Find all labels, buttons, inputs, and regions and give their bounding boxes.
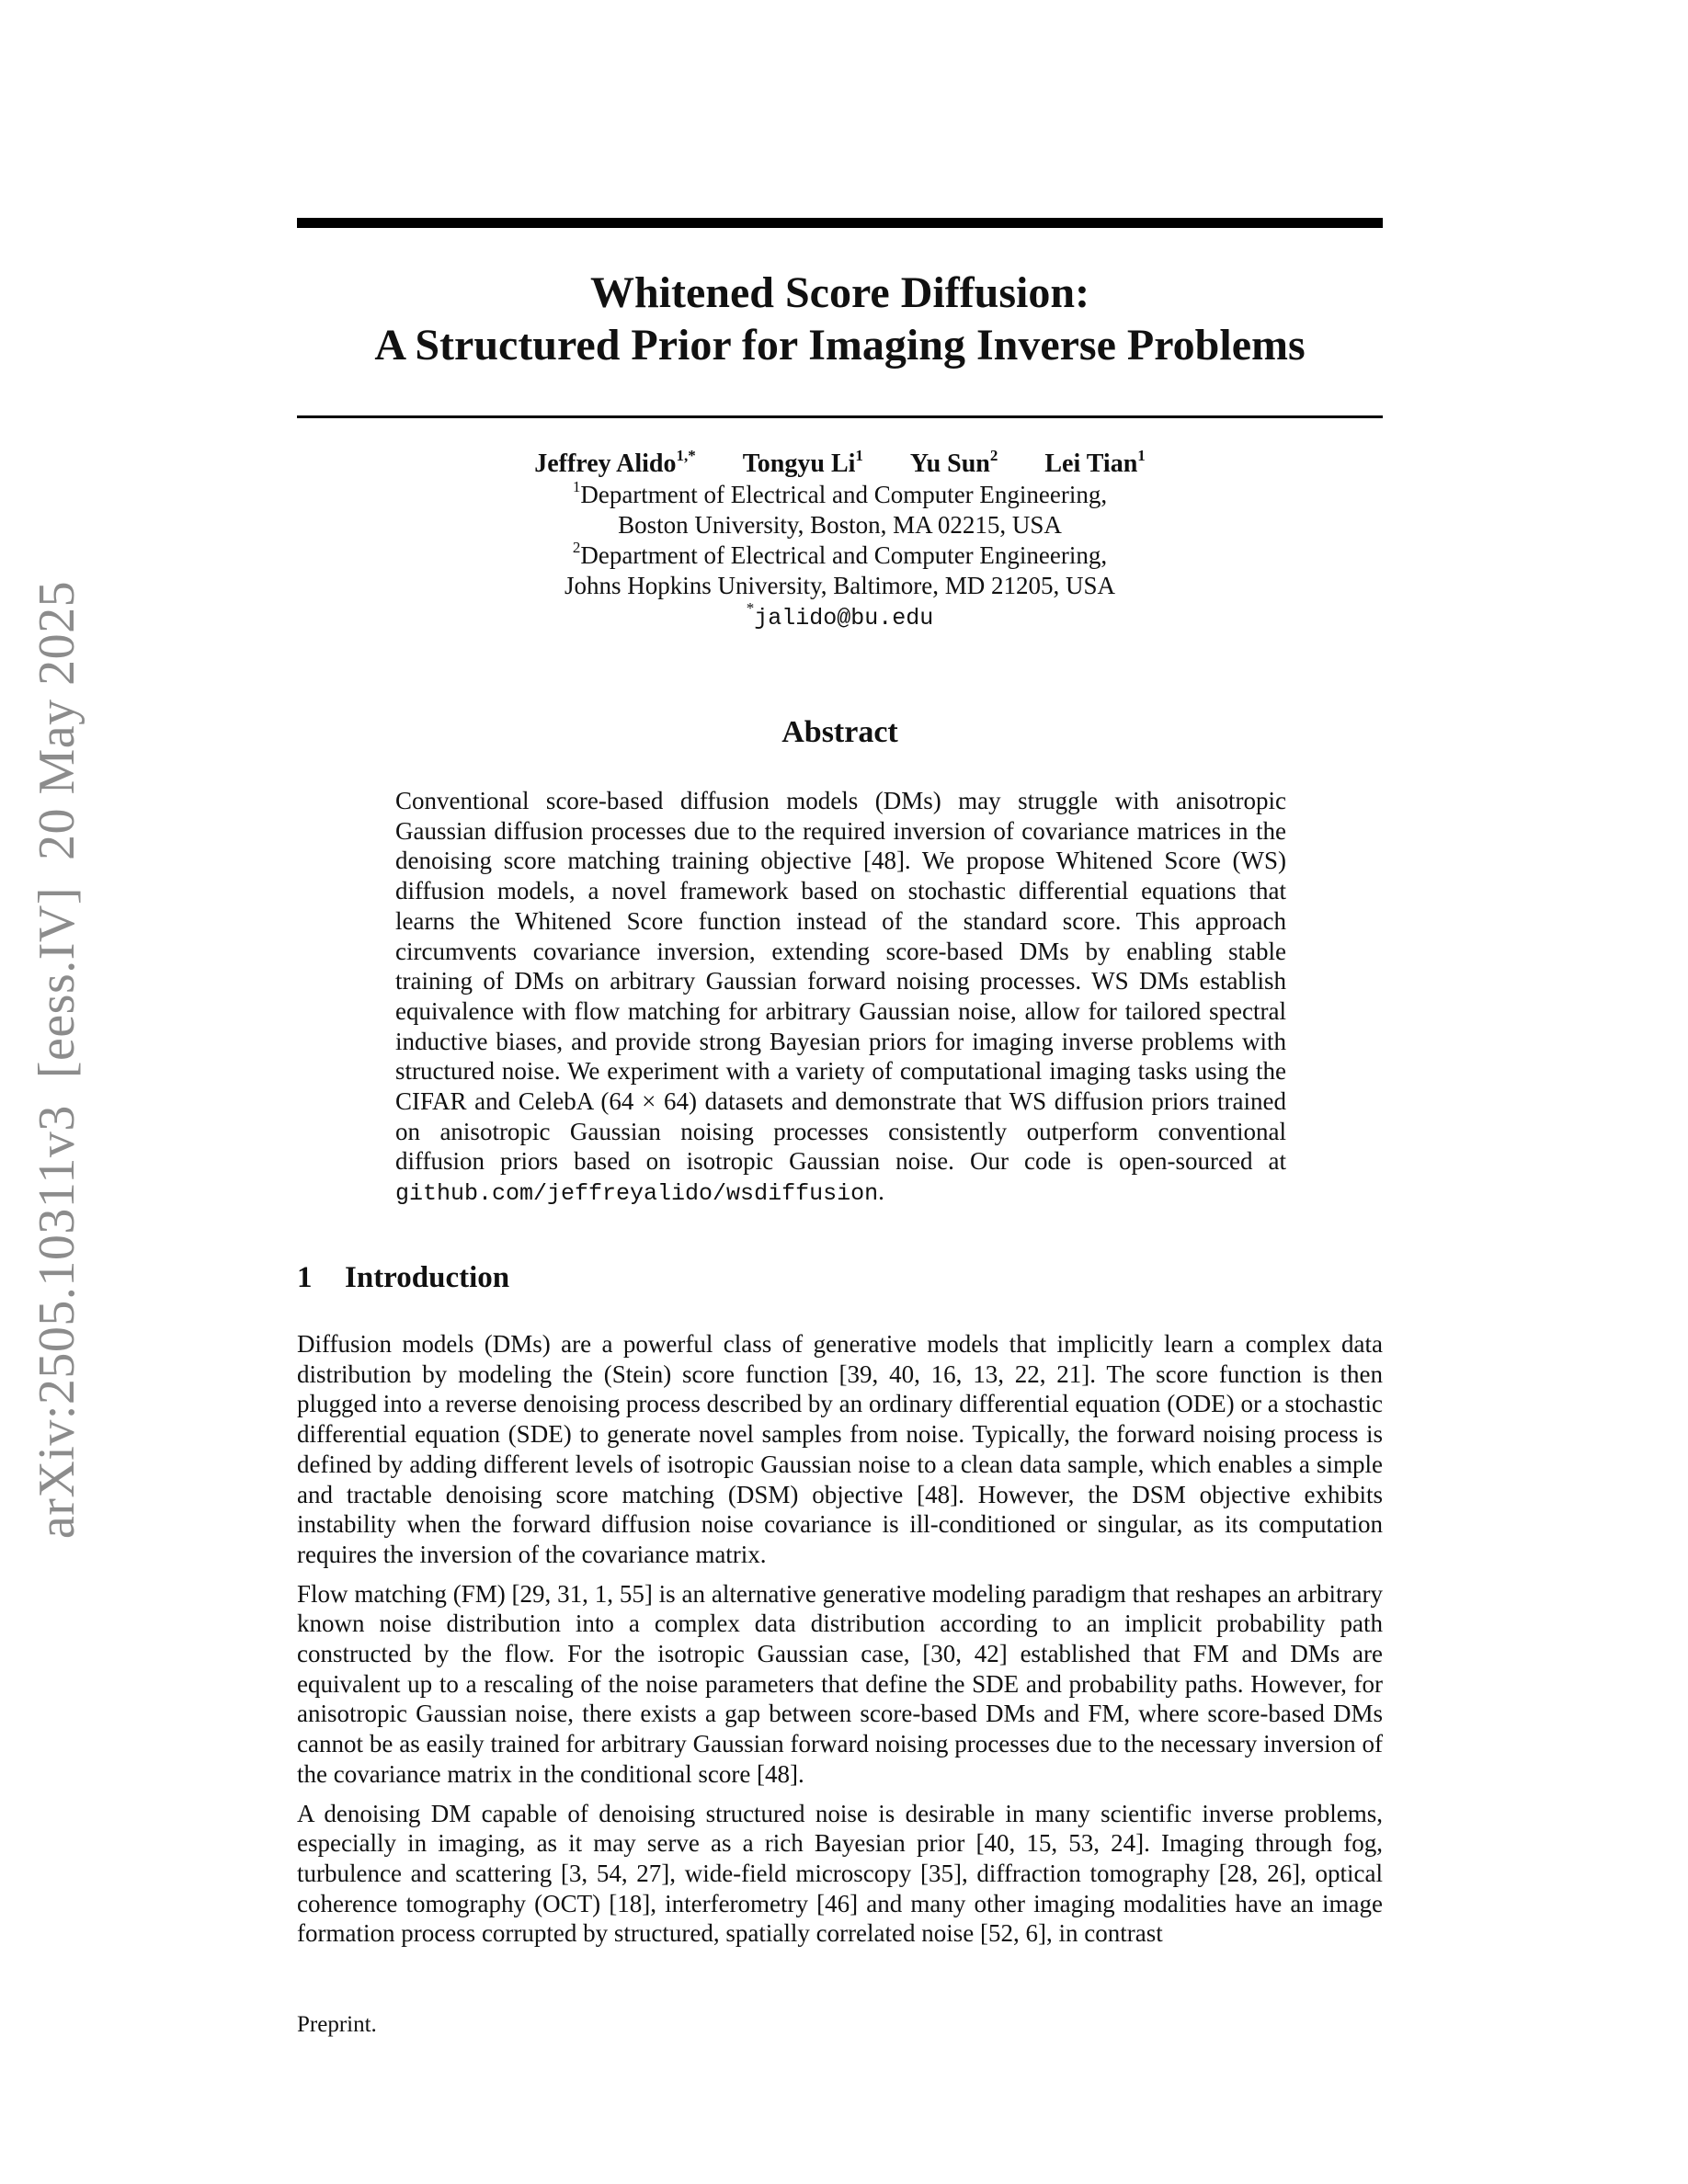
- title-bottom-rule: [297, 415, 1383, 418]
- author-name: Jeffrey Alido$^{1,*}$: [534, 446, 696, 478]
- affiliation-1: $^1$Department of Electrical and Computer Engineering,: [572, 478, 1108, 508]
- title-top-rule: [297, 218, 1383, 228]
- affiliation-1-address: Boston University, Boston, MA 02215, USA: [618, 511, 1062, 539]
- paragraph: A denoising DM capable of denoising structured noise is desirable in many scientific inverse problems, especially in imaging, as it may serve as a rich Bayesian prior [40, 15, 53, 24]. Imaging through fog, turbulence and scattering [3, 54, 27], wide-field microscopy [35], diffraction tomography [28, 26], optical coherence tomography (OCT) [18], interferometry [46] and many other imaging modalities have an image formation process corrupted by structured, spatially correlated noise [52, 6], in contrast: [297, 1799, 1383, 1948]
- abstract-text: Conventional score-based diffusion models (DMs) may struggle with anisotropic Gaussian diffusion processes due to the required inversion of covariance matrices in the denoising score matching training objective [48]. We propose Whitened Score (WS) diffusion models, a novel framework based on stochastic differential equations that learns the Whitened Score function instead of the standard score. This approach circumvents covariance inversion, extending score-based DMs by enabling stable training of DMs on arbitrary Gaussian forward noising processes. WS DMs establish equivalence with flow matching for arbitrary Gaussian noise, allow for tailored spectral inductive biases, and provide strong Bayesian priors for imaging inverse problems with structured noise. We experiment with a variety of computational imaging tasks using the CIFAR and CelebA (64 × 64) datasets and demonstrate that WS diffusion priors trained on anisotropic Gaussian noising processes consistently outperform conventional diffusion priors based on isotropic Gaussian noise. Our code is open-sourced at github.com/jeffreyalido/wsdiffusion.: [395, 787, 1286, 1208]
- section-heading-introduction: [297, 1261, 509, 1295]
- paper-title: [297, 267, 1383, 371]
- introduction-body: [297, 1329, 1383, 1958]
- preprint-footer: Preprint.: [297, 2012, 377, 2037]
- email-link[interactable]: jalido@bu.edu: [754, 605, 934, 631]
- corresponding-email: *jalido@bu.edu: [746, 599, 934, 631]
- code-repo-link[interactable]: github.com/jeffreyalido/wsdiffusion: [395, 1180, 879, 1208]
- abstract-heading: Abstract: [781, 715, 898, 749]
- section-title: Introduction: [345, 1261, 510, 1294]
- title-line-2: A Structured Prior for Imaging Inverse Problems: [374, 321, 1306, 370]
- title-line-1: Whitened Score Diffusion:: [589, 268, 1090, 317]
- author-name: Lei Tian$^1$: [1044, 446, 1146, 478]
- arxiv-id-text: arXiv:2505.10311v3 [eess.IV] 20 May 2025: [29, 580, 86, 1540]
- author-name: Tongyu Li$^1$: [742, 446, 863, 478]
- affiliation-2-address: Johns Hopkins University, Baltimore, MD 21205, USA: [565, 572, 1115, 599]
- affiliation-2: $^2$Department of Electrical and Computer Engineering,: [572, 539, 1108, 569]
- author-list: [297, 446, 1383, 479]
- paragraph: Diffusion models (DMs) are a powerful class of generative models that implicitly learn a complex data distribution by modeling the (Stein) score function [39, 40, 16, 13, 22, 21]. The score function is then plugged into a reverse denoising process described by an ordinary differential equation (ODE) or a stochastic differential equation (SDE) to generate novel samples from noise. Typically, the forward noising process is defined by adding different levels of isotropic Gaussian noise to a clean data sample, which enables a simple and tractable denoising score matching (DSM) objective [48]. However, the DSM objective exhibits instability when the forward diffusion noise covariance is ill-conditioned or singular, as its computation requires the inversion of the covariance matrix.: [297, 1330, 1383, 1568]
- paragraph: Flow matching (FM) [29, 31, 1, 55] is an alternative generative modeling paradigm that reshapes an arbitrary known noise distribution into a complex data distribution according to an implicit probability path constructed by the flow. For the isotropic Gaussian case, [30, 42] established that FM and DMs are equivalent up to a rescaling of the noise parameters that define the SDE and probability paths. However, for anisotropic Gaussian noise, there exists a gap between score-based DMs and FM, where score-based DMs cannot be as easily trained for arbitrary Gaussian forward noising processes due to the necessary inversion of the covariance matrix in the conditional score [48].: [297, 1579, 1383, 1788]
- author-name: Yu Sun$^2$: [909, 446, 998, 478]
- author-block: [297, 446, 1383, 633]
- section-number: 1: [297, 1261, 313, 1294]
